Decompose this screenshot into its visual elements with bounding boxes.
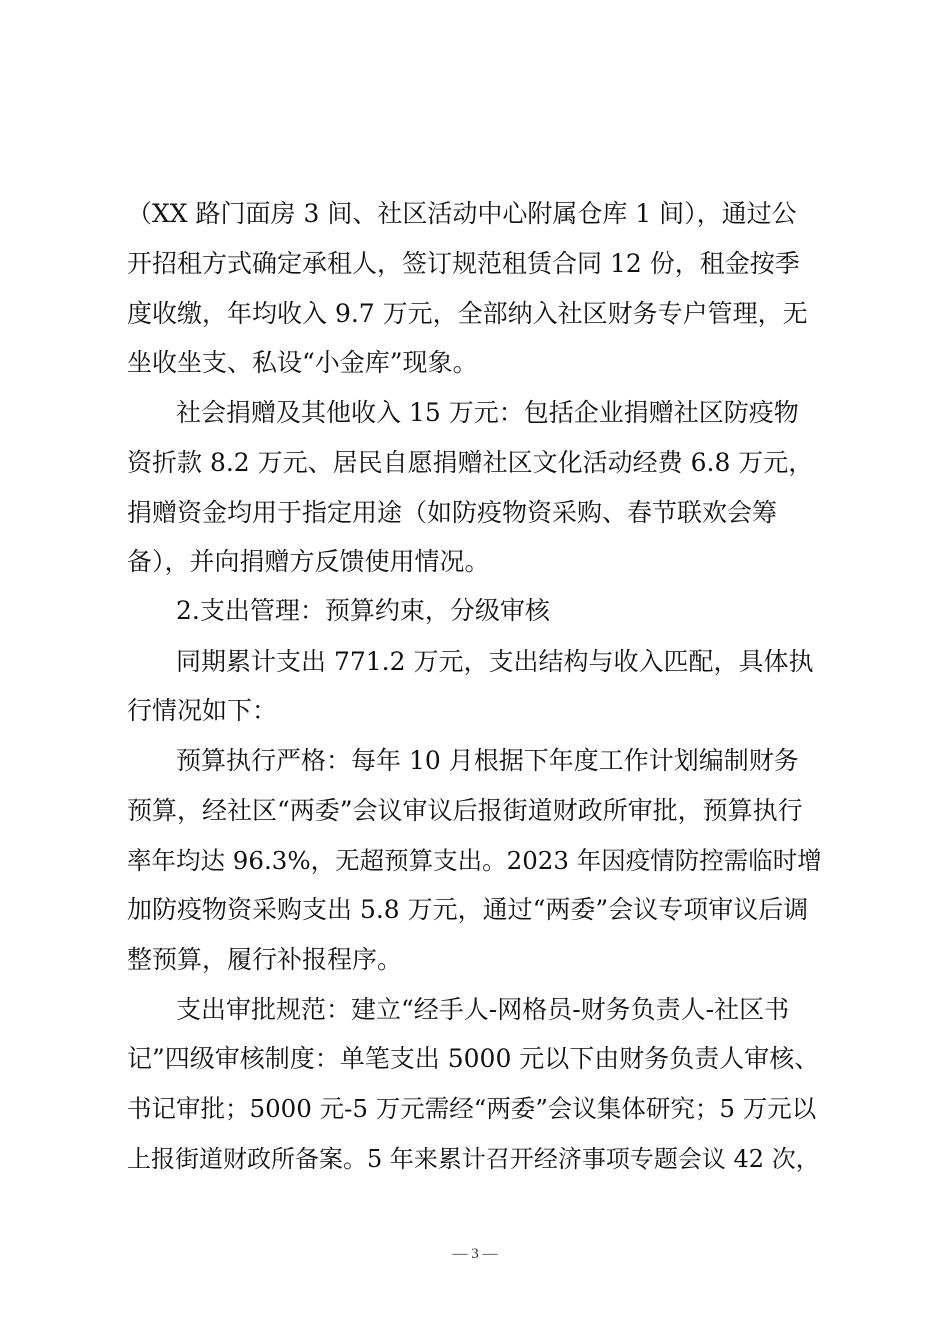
paragraph-line: 备），并向捐赠方反馈使用情况。 xyxy=(127,547,490,576)
paragraph-line: 坐收坐支、私设“小金库”现象。 xyxy=(127,348,478,377)
paragraph-line: 预算，经社区“两委”会议审议后报街道财政所审批，预算执行 xyxy=(127,796,803,825)
paragraph-line: 书记审批；5000 元-5 万元需经“两委”会议集体研究；5 万元以 xyxy=(127,1094,817,1123)
paragraph-line: 上报街道财政所备案。5 年来累计召开经济事项专题会议 42 次， xyxy=(127,1145,820,1173)
paragraph-line: 资折款 8.2 万元、居民自愿捐赠社区文化活动经费 6.8 万元， xyxy=(127,448,814,477)
paragraph-line: 同期累计支出 771.2 万元，支出结构与收入匹配，具体执 xyxy=(176,647,814,676)
paragraph-line: 率年均达 96.3%，无超预算支出。2023 年因疫情防控需临时增 xyxy=(127,846,822,875)
paragraph-line: （XX 路门面房 3 间、社区活动中心附属仓库 1 间），通过公 xyxy=(127,199,797,228)
paragraph-line: 度收缴，年均收入 9.7 万元，全部纳入社区财务专户管理，无 xyxy=(127,299,808,328)
page-number: — 3 — xyxy=(452,1246,498,1262)
paragraph-line: 捐赠资金均用于指定用途（如防疫物资采购、春节联欢会筹 xyxy=(127,498,778,527)
paragraph-line: 预算执行严格：每年 10 月根据下年度工作计划编制财务 xyxy=(176,746,799,775)
paragraph-line: 记”四级审核制度：单笔支出 5000 元以下由财务负责人审核、 xyxy=(127,1044,820,1073)
paragraph-line: 整预算，履行补报程序。 xyxy=(127,945,403,974)
paragraph-line: 开招租方式确定承租人，签订规范租赁合同 12 份，租金按季 xyxy=(127,249,800,278)
paragraph-line: 支出审批规范：建立“经手人-网格员-财务负责人-社区书 xyxy=(176,995,790,1024)
section-heading: 2.支出管理：预算约束，分级审核 xyxy=(176,596,550,625)
paragraph-line: 加防疫物资采购支出 5.8 万元，通过“两委”会议专项审议后调 xyxy=(127,895,809,924)
paragraph-line: 行情况如下： xyxy=(127,696,278,725)
paragraph-line: 社会捐赠及其他收入 15 万元：包括企业捐赠社区防疫物 xyxy=(176,398,799,427)
